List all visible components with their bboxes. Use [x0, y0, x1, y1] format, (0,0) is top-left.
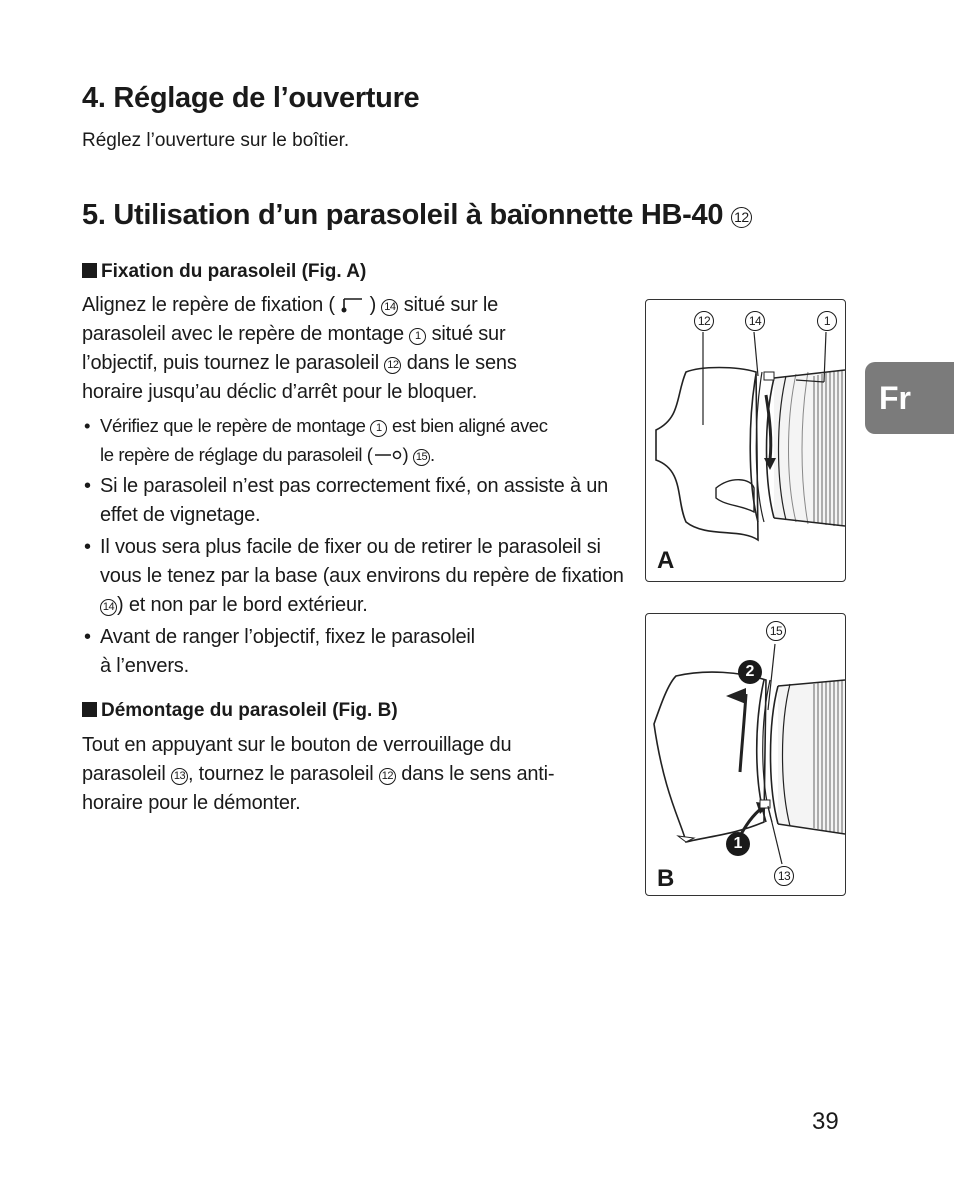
ref-15: 15 [413, 449, 430, 466]
ref-1: 1 [409, 328, 426, 345]
bullet-item [82, 411, 627, 469]
text: . [430, 444, 435, 465]
fixation-mark-icon [340, 294, 364, 314]
square-bullet-icon [82, 263, 97, 278]
figure-a [645, 299, 846, 582]
text: ) [402, 444, 409, 465]
section-4-title: 4. Réglage de l’ouverture [82, 82, 420, 114]
text: dans le sens anti- [401, 763, 555, 785]
fixation-paragraph [82, 291, 622, 407]
section-5-title [82, 199, 752, 232]
callout-15: 15 [766, 621, 786, 641]
ref-14: 14 [381, 299, 398, 316]
ref-1: 1 [370, 420, 387, 437]
ref-12: 12 [384, 357, 401, 374]
text: à l’envers. [100, 655, 189, 677]
language-tab: Fr [865, 362, 954, 434]
step-2-badge: 2 [738, 660, 762, 684]
text: situé sur le [403, 294, 499, 316]
text: parasoleil [82, 763, 166, 785]
step-1-badge: 1 [726, 832, 750, 856]
demontage-heading-text: Démontage du parasoleil (Fig. B) [101, 700, 398, 721]
text: horaire pour le démonter. [82, 792, 301, 814]
text: est bien aligné avec [392, 415, 548, 436]
text: ) et non par le bord extérieur. [117, 594, 368, 616]
fixation-heading-text: Fixation du parasoleil (Fig. A) [101, 261, 367, 282]
text: • Avant de ranger l’objectif, fixez le parasoleil [100, 626, 475, 648]
figure-b-label: B [657, 865, 675, 892]
text: , tournez le parasoleil [187, 763, 374, 785]
text: l’objectif, puis tournez le parasoleil [82, 352, 380, 374]
text: dans le sens [406, 352, 517, 374]
figure-b [645, 613, 846, 896]
text: horaire jusqu’au déclic d’arrêt pour le bloquer. [82, 381, 478, 403]
bullet-item [82, 623, 627, 681]
square-bullet-icon [82, 702, 97, 717]
ref-13: 13 [171, 768, 188, 785]
bullet-item [82, 472, 627, 530]
callout-14: 14 [745, 311, 765, 331]
ref-14: 14 [100, 599, 117, 616]
ref-12: 12 [731, 207, 752, 228]
fixation-heading [82, 261, 366, 283]
section-5-title-text: 5. Utilisation d’un parasoleil à baïonnette HB-40 [82, 199, 724, 231]
ref-12: 12 [379, 768, 396, 785]
page-number: 39 [812, 1108, 839, 1135]
fixation-bullets [82, 411, 627, 681]
text: situé sur [431, 323, 506, 345]
lens-hood-attach-illustration [646, 300, 845, 581]
text: Vérifiez que le repère de montage [100, 415, 366, 436]
text: Tout en appuyant sur le bouton de verrouillage du [82, 734, 512, 756]
hood-mark-icon [373, 448, 403, 462]
text: parasoleil avec le repère de montage [82, 323, 404, 345]
text: Si le parasoleil n’est pas correctement fixé, on assiste à un effet de vignetage. [100, 475, 609, 526]
text: Alignez le repère de fixation ( [82, 294, 335, 316]
text: Il vous sera plus facile de fixer ou de retirer le parasoleil si vous le tenez par la base (aux environs du repère de fixation [100, 536, 624, 587]
demontage-paragraph [82, 731, 622, 818]
section-4-text: Réglez l’ouverture sur le boîtier. [82, 130, 350, 151]
callout-1: 1 [817, 311, 837, 331]
callout-12: 12 [694, 311, 714, 331]
text: le repère de réglage du parasoleil ( [100, 444, 373, 465]
callout-13: 13 [774, 866, 794, 886]
demontage-heading [82, 700, 398, 722]
text: ) [369, 294, 377, 316]
bullet-item [82, 533, 627, 620]
figure-a-label: A [657, 547, 675, 574]
